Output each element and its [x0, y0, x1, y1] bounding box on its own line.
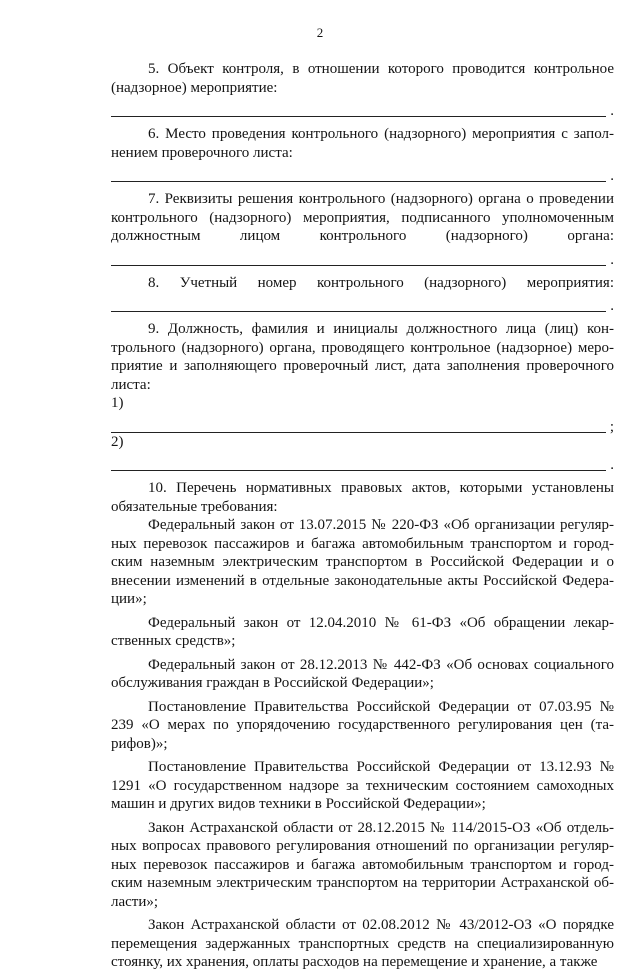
line-end-mark: . [610, 457, 614, 473]
legal-act-1: Федеральный закон от 13.07.2015 № 220-ФЗ «Об организации регулярных перевозок пассажиров и багажа автомобильным транспортом и городским наземным электрическим транспортом в Российской Федерации и о внесении изменений в отдельные законодательные акты Российской Федерации»; [111, 517, 614, 607]
fill-line-rule [111, 253, 606, 266]
section-10 [111, 479, 614, 972]
fill-line-rule [111, 458, 606, 471]
fill-line-rule [111, 420, 606, 433]
list-item-1-label: 1) [111, 395, 124, 411]
section-7 [111, 190, 614, 266]
section-5-text: 5. Объект контроля, в отношении которого проводится контрольное (надзорное) мероприятие: [111, 61, 614, 96]
fill-line-rule [111, 104, 606, 117]
legal-act-2: Федеральный закон от 12.04.2010 № 61-ФЗ «Об обращении лекарственных средств»; [111, 614, 614, 649]
fill-line-5[interactable] [111, 99, 614, 117]
line-end-mark: . [610, 168, 614, 184]
legal-act-7: Закон Астраханской области от 02.08.2012 № 43/2012-ОЗ «О порядке перемещения задержанных транспортных средств на специализированную стоянку, их хранения, оплаты расходов на перемещение и хранение, а также [111, 917, 614, 970]
section-10-intro: 10. Перечень нормативных правовых актов, которыми установлены обязательные требования: [111, 480, 614, 515]
line-end-mark: . [610, 298, 614, 314]
section-5 [111, 60, 614, 117]
line-end-mark: . [610, 251, 614, 268]
section-8 [111, 274, 614, 313]
fill-line-8[interactable] [111, 294, 614, 312]
fill-line-rule [111, 299, 606, 312]
legal-act-6: Закон Астраханской области от 28.12.2015 № 114/2015-ОЗ «Об отдельных вопросах правового регулирования отношений по организации регулярных перевозок пассажиров и багажа автомобильным транспортом и городским наземным электрическим транспортом на территории Астраханской области»; [111, 819, 614, 910]
fill-line-6[interactable] [111, 164, 614, 182]
list-item-2-label: 2) [111, 433, 124, 450]
legal-act-5: Постановление Правительства Российской Федерации от 13.12.93 № 1291 «О государственном надзоре за техническим состоянием самоходных машин и других видов техники в Российской Федерации»; [111, 759, 614, 812]
fill-line-9-2[interactable] [111, 453, 614, 471]
legal-act-3: Федеральный закон от 28.12.2013 № 442-ФЗ «Об основах социального обслуживания граждан в Российской Федерации»; [111, 656, 614, 691]
legal-act-4: Постановление Правительства Российской Федерации от 07.03.95 № 239 «О мерах по упорядочению государственного регулирования цен (тарифов)»; [111, 698, 614, 752]
section-9 [111, 320, 614, 471]
fill-line-rule [111, 169, 606, 182]
section-8-text: 8. Учетный номер контрольного (надзорного) мероприятия: [148, 274, 614, 291]
document-body [111, 60, 614, 972]
section-9-text: 9. Должность, фамилия и инициалы должностного лица (лиц) контрольного (надзорного) органа, проводящего контрольное (надзорное) мероприятие и заполняющего проверочный лист, дата заполнения проверочного листа: [111, 321, 614, 393]
fill-line-9-1[interactable] [111, 415, 614, 433]
section-7-text: 7. Реквизиты решения контрольного (надзорного) органа о проведении контрольного (надзорного) мероприятия, подписанного уполномоченным должностным лицом контрольного (надзорного) органа: [111, 191, 614, 244]
section-6-text: 6. Место проведения контрольного (надзорного) мероприятия с заполнением проверочного листа: [111, 126, 614, 161]
page-number: 2 [316, 25, 324, 40]
fill-line-7[interactable] [111, 248, 614, 266]
line-end-mark: . [610, 103, 614, 119]
line-end-mark: ; [609, 418, 614, 435]
section-6 [111, 125, 614, 182]
